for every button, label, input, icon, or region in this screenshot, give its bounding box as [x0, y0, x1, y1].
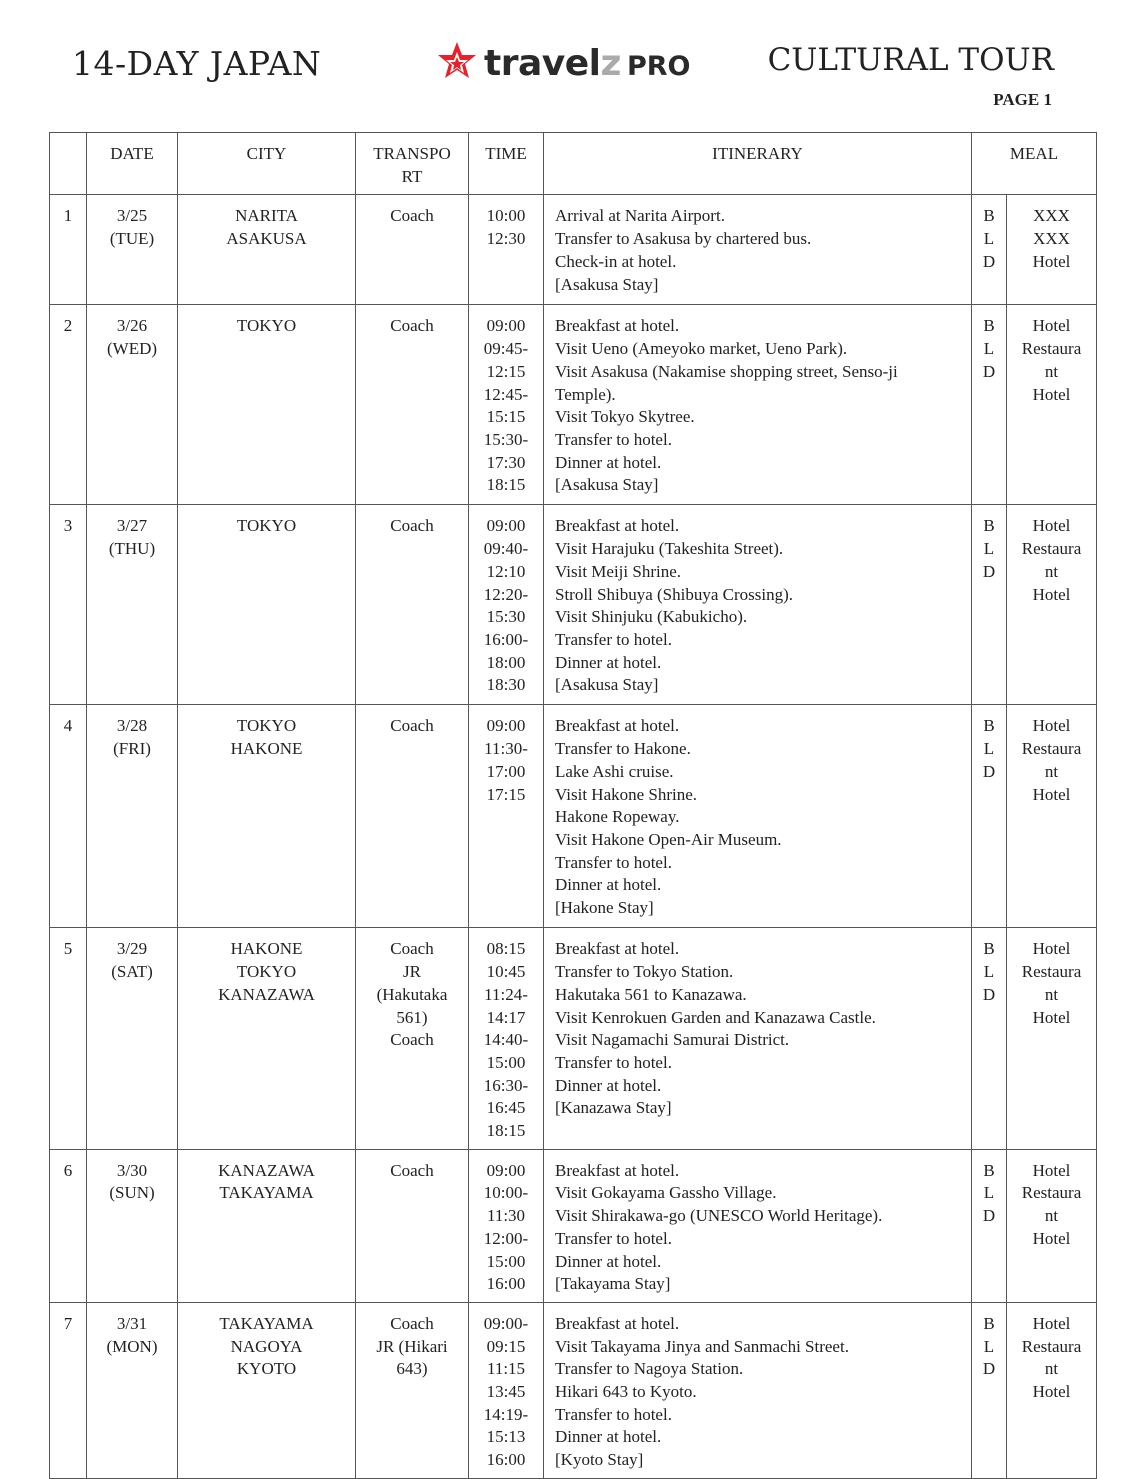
city-cell: [178, 1302, 356, 1478]
city-cell-line: NAGOYA: [230, 1336, 303, 1356]
meal-places-cell: [1007, 1302, 1097, 1478]
meal-codes-cell-line: B: [983, 206, 995, 226]
meal-places-cell-line: Restaura: [1021, 1183, 1082, 1203]
time-cell-line: 17:00: [486, 761, 526, 781]
date-cell: [87, 1302, 178, 1478]
meal-places-cell: [1007, 505, 1097, 705]
date-cell: [87, 705, 178, 928]
itinerary-cell-line: Visit Hakone Open-Air Museum.: [555, 829, 782, 849]
transport-cell: [356, 1302, 469, 1478]
transport-cell-line: 561): [396, 1007, 428, 1027]
date-cell: [87, 928, 178, 1149]
city-cell-line: HAKONE: [230, 939, 303, 959]
meal-places-cell-line: Restaura: [1021, 339, 1082, 359]
meal-places-cell-line: nt: [1044, 361, 1059, 381]
meal-places-cell-line: Hotel: [1032, 1007, 1071, 1027]
itinerary-table: [49, 132, 1097, 1479]
itinerary-cell-line: Transfer to hotel.: [555, 629, 672, 649]
itinerary-cell-line: Transfer to hotel.: [555, 1052, 672, 1072]
meal-codes-cell-line: L: [983, 539, 995, 559]
meal-codes-cell-line: L: [983, 739, 995, 759]
meal-codes-cell-line: L: [983, 1183, 995, 1203]
meal-codes-cell-line: D: [982, 361, 996, 381]
meal-places-cell: [1007, 705, 1097, 928]
meal-places-cell-line: Hotel: [1032, 384, 1071, 404]
time-cell-line: 11:30-: [484, 739, 528, 759]
itinerary-cell-line: Check-in at hotel.: [555, 251, 677, 271]
table-row: [50, 195, 1097, 305]
itinerary-cell-line: Visit Takayama Jinya and Sanmachi Street.: [555, 1336, 849, 1356]
itinerary-cell-line: [Kanazawa Stay]: [555, 1098, 672, 1118]
date-cell-line: 3/29: [116, 939, 148, 959]
meal-codes-cell: [972, 505, 1007, 705]
date-cell: [87, 195, 178, 305]
meal-codes-cell-line: L: [983, 962, 995, 982]
meal-places-cell-line: nt: [1044, 1359, 1059, 1379]
time-cell-line: 09:15: [486, 1336, 526, 1356]
date-cell-line: (SUN): [109, 1183, 155, 1203]
meal-codes-cell-line: L: [983, 1336, 995, 1356]
meal-places-cell-line: Hotel: [1032, 784, 1071, 804]
meal-codes-cell-line: B: [983, 1160, 995, 1180]
itinerary-cell-line: Dinner at hotel.: [555, 652, 662, 672]
time-cell-line: 14:17: [486, 1007, 526, 1027]
meal-codes-cell-line: B: [983, 1313, 995, 1333]
doc-title-right: CULTURAL TOUR: [767, 42, 1054, 78]
transport-cell: [356, 505, 469, 705]
itinerary-cell-line: Transfer to hotel.: [555, 1228, 672, 1248]
itinerary-cell-line: Visit Meiji Shrine.: [555, 561, 682, 581]
day-number: 4: [50, 705, 87, 928]
itinerary-cell-line: Transfer to Asakusa by chartered bus.: [555, 229, 812, 249]
transport-cell-line: Coach: [390, 1313, 434, 1333]
city-cell: [178, 705, 356, 928]
transport-cell: [356, 705, 469, 928]
city-cell-line: TAKAYAMA: [219, 1313, 314, 1333]
city-cell-line: TOKYO: [236, 962, 297, 982]
meal-places-cell-line: nt: [1044, 984, 1059, 1004]
time-cell-line: 12:20-: [483, 584, 529, 604]
col-header-transport: TRANSPO RT: [356, 133, 469, 195]
time-cell-line: 15:00: [486, 1052, 526, 1072]
itinerary-cell-line: [Asakusa Stay]: [555, 675, 659, 695]
city-cell-line: KYOTO: [236, 1359, 297, 1379]
itinerary-cell-line: Transfer to Nagoya Station.: [555, 1359, 744, 1379]
travelz-pro-logo: [434, 40, 690, 86]
time-cell-line: 09:00: [486, 716, 526, 736]
itinerary-cell: [544, 928, 972, 1149]
time-cell: [469, 305, 544, 505]
date-cell-line: (TUE): [109, 229, 155, 249]
date-cell-line: (SAT): [111, 962, 153, 982]
city-cell-line: HAKONE: [230, 739, 303, 759]
col-header-itinerary: ITINERARY: [544, 133, 972, 195]
time-cell-line: 16:00: [486, 1450, 526, 1470]
table-row: [50, 1149, 1097, 1302]
itinerary-cell-line: Visit Harajuku (Takeshita Street).: [555, 539, 784, 559]
itinerary-cell-line: Lake Ashi cruise.: [555, 761, 674, 781]
transport-cell-line: Coach: [390, 716, 434, 736]
itinerary-cell-line: Hakutaka 561 to Kanazawa.: [555, 984, 747, 1004]
city-cell-line: KANAZAWA: [218, 984, 315, 1004]
itinerary-cell-line: Breakfast at hotel.: [555, 1313, 680, 1333]
time-cell-line: 18:15: [486, 475, 526, 495]
city-cell: [178, 505, 356, 705]
meal-places-cell: [1007, 195, 1097, 305]
itinerary-cell-line: Transfer to hotel.: [555, 1404, 672, 1424]
day-number: 6: [50, 1149, 87, 1302]
meal-places-cell-line: Hotel: [1032, 1228, 1071, 1248]
table-row: [50, 305, 1097, 505]
time-cell: [469, 505, 544, 705]
meal-places-cell: [1007, 1149, 1097, 1302]
time-cell-line: 16:00-: [483, 629, 529, 649]
time-cell-line: 15:00: [486, 1251, 526, 1271]
col-header-no: [50, 133, 87, 195]
itinerary-cell-line: Dinner at hotel.: [555, 1251, 662, 1271]
meal-codes-cell-line: D: [982, 761, 996, 781]
time-cell-line: 09:00: [486, 316, 526, 336]
meal-places-cell-line: Hotel: [1032, 516, 1071, 536]
itinerary-cell-line: Hakone Ropeway.: [555, 807, 680, 827]
meal-codes-cell-line: B: [983, 316, 995, 336]
itinerary-cell-line: Breakfast at hotel.: [555, 516, 680, 536]
time-cell-line: 09:00: [486, 516, 526, 536]
meal-codes-cell-line: B: [983, 716, 995, 736]
time-cell-line: 11:15: [486, 1359, 526, 1379]
table-row: [50, 505, 1097, 705]
meal-codes-cell-line: B: [983, 939, 995, 959]
city-cell-line: KANAZAWA: [218, 1160, 315, 1180]
meal-codes-cell-line: L: [983, 229, 995, 249]
col-header-date: DATE: [87, 133, 178, 195]
col-header-meal: MEAL: [972, 133, 1097, 195]
meal-codes-cell: [972, 305, 1007, 505]
time-cell: [469, 928, 544, 1149]
date-cell-line: 3/28: [116, 716, 148, 736]
meal-codes-cell-line: D: [982, 1359, 996, 1379]
itinerary-cell-line: Transfer to Tokyo Station.: [555, 962, 734, 982]
meal-codes-cell-line: L: [983, 339, 995, 359]
time-cell-line: 09:00: [486, 1160, 526, 1180]
time-cell-line: 16:45: [486, 1098, 526, 1118]
itinerary-cell-line: Visit Tokyo Skytree.: [555, 407, 695, 427]
city-cell-line: TOKYO: [236, 316, 297, 336]
itinerary-cell-line: Dinner at hotel.: [555, 1075, 662, 1095]
date-cell: [87, 1149, 178, 1302]
itinerary-cell-line: Breakfast at hotel.: [555, 939, 680, 959]
itinerary-cell-line: Visit Shirakawa-go (UNESCO World Heritage).: [555, 1206, 883, 1226]
itinerary-cell-line: Visit Kenrokuen Garden and Kanazawa Castle.: [555, 1007, 876, 1027]
time-cell-line: 14:40-: [483, 1030, 529, 1050]
logo-pro: PRO: [626, 50, 691, 82]
meal-codes-cell: [972, 1302, 1007, 1478]
col-header-city: CITY: [178, 133, 356, 195]
itinerary-cell: [544, 1302, 972, 1478]
transport-cell-line: Coach: [390, 516, 434, 536]
red-star-logo-icon: [434, 40, 480, 86]
date-cell-line: 3/27: [116, 516, 148, 536]
date-cell-line: 3/26: [116, 316, 148, 336]
meal-places-cell-line: Hotel: [1032, 251, 1071, 271]
time-cell-line: 13:45: [486, 1382, 526, 1402]
date-cell: [87, 505, 178, 705]
transport-cell-line: 643): [396, 1359, 428, 1379]
itinerary-cell-line: Transfer to Hakone.: [555, 739, 691, 759]
meal-places-cell-line: nt: [1044, 1206, 1059, 1226]
transport-cell-line: JR: [403, 962, 421, 982]
meal-places-cell: [1007, 305, 1097, 505]
meal-places-cell-line: Hotel: [1032, 316, 1071, 336]
itinerary-cell: [544, 1149, 972, 1302]
itinerary-cell-line: Breakfast at hotel.: [555, 1160, 680, 1180]
transport-cell-line: Coach: [390, 1030, 434, 1050]
table-row: [50, 705, 1097, 928]
itinerary-cell-line: [Kyoto Stay]: [555, 1450, 644, 1470]
page-number: PAGE 1: [993, 90, 1052, 109]
meal-places-cell-line: Restaura: [1021, 539, 1082, 559]
meal-places-cell-line: Hotel: [1032, 716, 1071, 736]
time-cell-line: 09:00-: [483, 1313, 529, 1333]
itinerary-cell: [544, 305, 972, 505]
meal-codes-cell-line: D: [982, 561, 996, 581]
city-cell-line: TOKYO: [236, 516, 297, 536]
city-cell: [178, 195, 356, 305]
meal-codes-cell-line: D: [982, 251, 996, 271]
transport-cell-line: Coach: [390, 1160, 434, 1180]
city-cell: [178, 1149, 356, 1302]
itinerary-cell-line: Breakfast at hotel.: [555, 316, 680, 336]
time-cell-line: 14:19-: [483, 1404, 529, 1424]
transport-cell: [356, 195, 469, 305]
meal-places-cell-line: XXX: [1033, 229, 1070, 249]
meal-codes-cell: [972, 928, 1007, 1149]
transport-cell-line: Coach: [390, 316, 434, 336]
meal-places-cell-line: Hotel: [1032, 1160, 1071, 1180]
itinerary-cell-line: Transfer to hotel.: [555, 852, 672, 872]
city-cell-line: TAKAYAMA: [219, 1183, 314, 1203]
city-cell-line: TOKYO: [236, 716, 297, 736]
itinerary-cell-line: Visit Asakusa (Nakamise shopping street, Senso-ji: [555, 361, 898, 381]
itinerary-cell: [544, 705, 972, 928]
city-cell: [178, 928, 356, 1149]
itinerary-cell-line: Visit Ueno (Ameyoko market, Ueno Park).: [555, 339, 848, 359]
logo-wordmark: [484, 43, 621, 84]
meal-codes-cell: [972, 195, 1007, 305]
time-cell-line: 11:30: [486, 1206, 526, 1226]
time-cell-line: 15:13: [486, 1427, 526, 1447]
meal-places-cell-line: nt: [1044, 761, 1059, 781]
meal-places-cell-line: Restaura: [1021, 1336, 1082, 1356]
meal-places-cell-line: Restaura: [1021, 962, 1082, 982]
meal-places-cell-line: Hotel: [1032, 1382, 1071, 1402]
logo-brand-main: travel: [484, 42, 601, 84]
time-cell-line: 09:40-: [483, 539, 529, 559]
itinerary-cell-line: [Asakusa Stay]: [555, 274, 659, 294]
time-cell-line: 12:10: [486, 561, 526, 581]
meal-places-cell-line: Hotel: [1032, 939, 1071, 959]
table-header-row: [50, 133, 1097, 195]
time-cell-line: 16:00: [486, 1274, 526, 1294]
time-cell-line: 08:15: [486, 939, 526, 959]
time-cell: [469, 1302, 544, 1478]
itinerary-cell-line: Arrival at Narita Airport.: [555, 206, 725, 226]
time-cell-line: 15:30-: [483, 429, 529, 449]
time-cell-line: 10:00: [486, 206, 526, 226]
time-cell-line: 12:30: [486, 229, 526, 249]
transport-cell-line: (Hakutaka: [376, 984, 448, 1004]
meal-places-cell-line: XXX: [1033, 206, 1070, 226]
city-cell-line: NARITA: [235, 206, 298, 226]
date-cell-line: (WED): [106, 339, 158, 359]
time-cell-line: 12:15: [486, 361, 526, 381]
time-cell-line: 18:00: [486, 652, 526, 672]
time-cell-line: 15:15: [486, 407, 526, 427]
itinerary-cell-line: [Asakusa Stay]: [555, 475, 659, 495]
itinerary-cell-line: Visit Gokayama Gassho Village.: [555, 1183, 777, 1203]
itinerary-cell: [544, 195, 972, 305]
city-cell: [178, 305, 356, 505]
meal-places-cell-line: Restaura: [1021, 739, 1082, 759]
date-cell-line: (THU): [108, 539, 156, 559]
itinerary-cell-line: Breakfast at hotel.: [555, 716, 680, 736]
transport-cell-line: JR (Hikari: [376, 1336, 448, 1356]
transport-cell: [356, 1149, 469, 1302]
itinerary-cell-line: Visit Hakone Shrine.: [555, 784, 698, 804]
meal-codes-cell-line: B: [983, 516, 995, 536]
meal-codes-cell: [972, 705, 1007, 928]
itinerary-cell-line: Dinner at hotel.: [555, 452, 662, 472]
itinerary-cell-line: Dinner at hotel.: [555, 875, 662, 895]
doc-title-left: 14-DAY JAPAN: [72, 44, 322, 83]
meal-places-cell: [1007, 928, 1097, 1149]
transport-cell-line: Coach: [390, 206, 434, 226]
time-cell-line: 12:00-: [483, 1228, 529, 1248]
day-number: 2: [50, 305, 87, 505]
logo-brand-z: z: [600, 42, 621, 84]
date-cell-line: (MON): [106, 1336, 158, 1356]
time-cell-line: 18:30: [486, 675, 526, 695]
day-number: 1: [50, 195, 87, 305]
meal-places-cell-line: Hotel: [1032, 584, 1071, 604]
transport-cell-line: Coach: [390, 939, 434, 959]
city-cell-line: ASAKUSA: [226, 229, 307, 249]
itinerary-cell-line: Temple).: [555, 384, 616, 404]
time-cell-line: 10:45: [486, 962, 526, 982]
time-cell: [469, 705, 544, 928]
time-cell-line: 17:30: [486, 452, 526, 472]
itinerary-cell: [544, 505, 972, 705]
transport-cell: [356, 305, 469, 505]
time-cell-line: 16:30-: [483, 1075, 529, 1095]
time-cell-line: 18:15: [486, 1121, 526, 1141]
time-cell-line: 11:24-: [484, 984, 528, 1004]
table-row: [50, 1302, 1097, 1478]
time-cell-line: 17:15: [486, 784, 526, 804]
itinerary-cell-line: [Takayama Stay]: [555, 1274, 671, 1294]
meal-codes-cell-line: D: [982, 984, 996, 1004]
itinerary-cell-line: Visit Shinjuku (Kabukicho).: [555, 607, 748, 627]
itinerary-cell-line: Transfer to hotel.: [555, 429, 672, 449]
time-cell-line: 15:30: [486, 607, 526, 627]
time-cell: [469, 1149, 544, 1302]
date-cell-line: 3/30: [116, 1160, 148, 1180]
meal-codes-cell-line: D: [982, 1206, 996, 1226]
day-number: 7: [50, 1302, 87, 1478]
itinerary-cell-line: Visit Nagamachi Samurai District.: [555, 1030, 790, 1050]
itinerary-cell-line: [Hakone Stay]: [555, 898, 654, 918]
time-cell-line: 09:45-: [483, 339, 529, 359]
col-header-time: TIME: [469, 133, 544, 195]
table-body: [50, 195, 1097, 1478]
itinerary-cell-line: Dinner at hotel.: [555, 1427, 662, 1447]
itinerary-cell-line: Stroll Shibuya (Shibuya Crossing).: [555, 584, 794, 604]
itinerary-cell-line: Hikari 643 to Kyoto.: [555, 1382, 697, 1402]
meal-codes-cell: [972, 1149, 1007, 1302]
date-cell-line: (FRI): [113, 739, 151, 759]
time-cell-line: 12:45-: [483, 384, 529, 404]
table-row: [50, 928, 1097, 1149]
day-number: 3: [50, 505, 87, 705]
meal-places-cell-line: Hotel: [1032, 1313, 1071, 1333]
date-cell-line: 3/25: [116, 206, 148, 226]
transport-cell: [356, 928, 469, 1149]
time-cell: [469, 195, 544, 305]
day-number: 5: [50, 928, 87, 1149]
meal-places-cell-line: nt: [1044, 561, 1059, 581]
date-cell: [87, 305, 178, 505]
time-cell-line: 10:00-: [483, 1183, 529, 1203]
date-cell-line: 3/31: [116, 1313, 148, 1333]
